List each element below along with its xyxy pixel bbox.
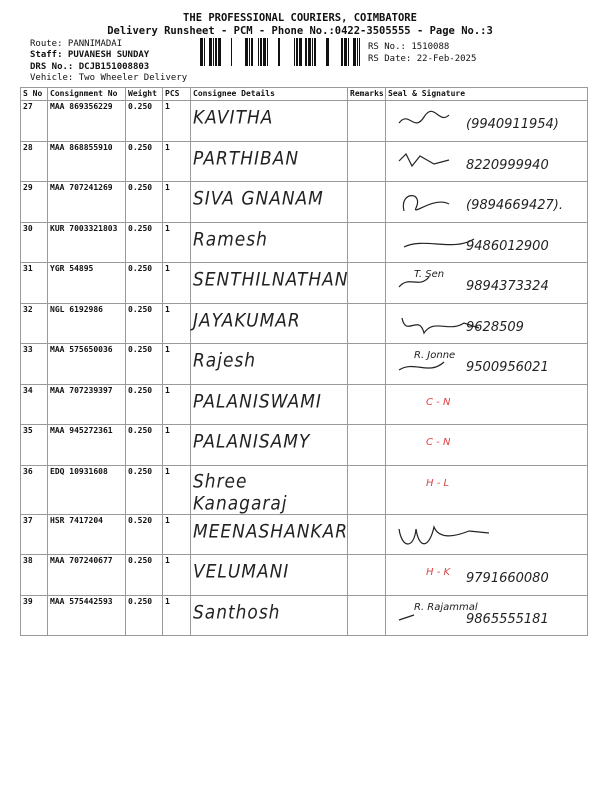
- cell-signature: [386, 595, 588, 636]
- cell-consignment-no: MAA 707240677: [48, 555, 126, 596]
- cell-pcs: 1: [163, 384, 191, 425]
- cell-pcs: 1: [163, 514, 191, 555]
- cell-weight: 0.250: [126, 182, 163, 223]
- phone-number-handwriting: 8220999940: [466, 157, 549, 173]
- barcode-bar: [258, 38, 259, 66]
- cell-consignment-no: KUR 7003321803: [48, 222, 126, 263]
- consignee-handwriting: Santhosh: [193, 601, 281, 624]
- cell-sno: 32: [21, 303, 48, 344]
- cell-consignment-no: MAA 575650036: [48, 344, 126, 385]
- cell-remarks: [348, 141, 386, 182]
- cell-consignee: [191, 222, 348, 263]
- cell-pcs: 1: [163, 182, 191, 223]
- col-weight: Weight: [126, 88, 163, 101]
- cell-weight: 0.250: [126, 263, 163, 304]
- signature-text: R. Rajammal: [414, 601, 478, 613]
- cell-weight: 0.250: [126, 425, 163, 466]
- cell-remarks: [348, 595, 386, 636]
- barcode-bar: [267, 38, 268, 66]
- cell-sno: 28: [21, 141, 48, 182]
- cell-weight: 0.250: [126, 465, 163, 514]
- cell-weight: 0.250: [126, 101, 163, 142]
- cell-sno: 34: [21, 384, 48, 425]
- cell-sno: 37: [21, 514, 48, 555]
- barcode-bar: [326, 38, 329, 66]
- cell-consignment-no: YGR 54895: [48, 263, 126, 304]
- cell-weight: 0.250: [126, 555, 163, 596]
- table-header-row: [21, 88, 588, 101]
- table-row: [21, 101, 588, 142]
- cell-weight: 0.250: [126, 344, 163, 385]
- cell-consignment-no: MAA 707239397: [48, 384, 126, 425]
- barcode-bar: [294, 38, 295, 66]
- signature-text: H - K: [426, 567, 451, 578]
- cell-consignment-no: MAA 869356229: [48, 101, 126, 142]
- cell-consignee: [191, 344, 348, 385]
- barcode-bar: [249, 38, 250, 66]
- vehicle-label: Vehicle: Two Wheeler Delivery: [30, 73, 188, 83]
- table-row: [21, 514, 588, 555]
- barcode-bar: [200, 38, 203, 66]
- cell-remarks: [348, 514, 386, 555]
- cell-remarks: [348, 263, 386, 304]
- phone-number-handwriting: 9486012900: [466, 238, 549, 254]
- cell-signature: [386, 141, 588, 182]
- barcode-bar: [353, 38, 356, 66]
- phone-number-handwriting: 9894373324: [466, 279, 549, 294]
- barcode-bar: [278, 38, 280, 66]
- barcode-bar: [296, 38, 298, 66]
- company-title: THE PROFESSIONAL COURIERS, COIMBATORE: [183, 12, 417, 24]
- cell-sno: 31: [21, 263, 48, 304]
- barcode-bar: [215, 38, 217, 66]
- cell-signature: [386, 263, 588, 304]
- col-sno: S No: [21, 88, 48, 101]
- cell-signature: [386, 425, 588, 466]
- cell-remarks: [348, 465, 386, 514]
- barcode-image: [200, 38, 360, 66]
- consignee-handwriting: Ramesh: [193, 228, 268, 251]
- signature-text: H - L: [426, 477, 450, 489]
- consignee-handwriting: Shree Kanagaraj: [193, 470, 288, 515]
- table-row: [21, 555, 588, 596]
- col-consignment-no: Consignment No: [48, 88, 126, 101]
- cell-remarks: [348, 182, 386, 223]
- cell-weight: 0.250: [126, 303, 163, 344]
- cell-signature: [386, 384, 588, 425]
- phone-number-handwriting: (9894669427).: [466, 198, 563, 213]
- cell-weight: 0.250: [126, 595, 163, 636]
- cell-consignee: [191, 465, 348, 514]
- table-row: [21, 595, 588, 636]
- drs-number: DRS No.: DCJB151008803: [30, 62, 150, 72]
- cell-signature: [386, 514, 588, 555]
- cell-remarks: [348, 425, 386, 466]
- consignee-handwriting: PARTHIBAN: [193, 147, 300, 170]
- phone-number-handwriting: 9500956021: [466, 360, 549, 375]
- cell-consignee: [191, 384, 348, 425]
- cell-signature: [386, 182, 588, 223]
- cell-pcs: 1: [163, 303, 191, 344]
- cell-pcs: 1: [163, 263, 191, 304]
- cell-consignee: [191, 555, 348, 596]
- cell-pcs: 1: [163, 222, 191, 263]
- cell-sno: 38: [21, 555, 48, 596]
- cell-consignment-no: MAA 707241269: [48, 182, 126, 223]
- barcode-bar: [305, 38, 307, 66]
- barcode-bar: [314, 38, 316, 66]
- table-row: [21, 263, 588, 304]
- barcode-bar: [204, 38, 205, 66]
- cell-sno: 39: [21, 595, 48, 636]
- cell-pcs: 1: [163, 344, 191, 385]
- cell-consignee: [191, 425, 348, 466]
- barcode-bar: [344, 38, 347, 66]
- consignee-handwriting: SIVA GNANAM: [193, 188, 324, 210]
- col-consignee-details: Consignee Details: [191, 88, 348, 101]
- cell-consignee: [191, 263, 348, 304]
- signature-text: T. Sen: [414, 269, 445, 280]
- barcode-bar: [245, 38, 248, 66]
- consignee-handwriting: JAYAKUMAR: [193, 309, 301, 332]
- cell-remarks: [348, 344, 386, 385]
- barcode-bar: [299, 38, 302, 66]
- consignee-handwriting: VELUMANI: [193, 561, 290, 583]
- phone-number-handwriting: (9940911954): [466, 117, 559, 132]
- cell-remarks: [348, 101, 386, 142]
- col-seal-signature: Seal & Signature: [386, 88, 588, 101]
- cell-sno: 30: [21, 222, 48, 263]
- cell-sno: 27: [21, 101, 48, 142]
- barcode-bar: [308, 38, 311, 66]
- table-row: [21, 425, 588, 466]
- runsheet-table: [20, 87, 588, 636]
- route-label: Route: PANNIMADAI: [30, 39, 123, 49]
- cell-pcs: 1: [163, 101, 191, 142]
- consignee-handwriting: SENTHILNATHAN: [193, 269, 349, 291]
- col-pcs: PCS: [163, 88, 191, 101]
- cell-signature: [386, 344, 588, 385]
- signature-text: C - N: [426, 396, 451, 408]
- cell-pcs: 1: [163, 555, 191, 596]
- phone-number-handwriting: 9865555181: [466, 611, 549, 627]
- phone-number-handwriting: 9791660080: [466, 571, 549, 586]
- consignee-handwriting: Rajesh: [193, 350, 257, 372]
- cell-consignee: [191, 303, 348, 344]
- barcode-bar: [357, 38, 358, 66]
- cell-pcs: 1: [163, 141, 191, 182]
- cell-pcs: 1: [163, 425, 191, 466]
- cell-consignee: [191, 514, 348, 555]
- cell-weight: 0.250: [126, 141, 163, 182]
- barcode-bar: [213, 38, 214, 66]
- cell-sno: 33: [21, 344, 48, 385]
- table-row: [21, 344, 588, 385]
- cell-consignment-no: EDQ 10931608: [48, 465, 126, 514]
- barcode-bar: [359, 38, 360, 66]
- barcode-bar: [348, 38, 349, 66]
- consignee-handwriting: KAVITHA: [193, 107, 274, 129]
- rs-date: RS Date: 22-Feb-2025: [368, 54, 477, 64]
- phone-number-handwriting: 9628509: [466, 319, 524, 335]
- cell-signature: [386, 101, 588, 142]
- barcode-bar: [260, 38, 262, 66]
- barcode-bar: [263, 38, 266, 66]
- cell-consignee: [191, 595, 348, 636]
- table-row: [21, 222, 588, 263]
- cell-weight: 0.250: [126, 384, 163, 425]
- signature-text: C - N: [426, 437, 451, 448]
- cell-remarks: [348, 303, 386, 344]
- cell-consignee: [191, 101, 348, 142]
- barcode-bar: [341, 38, 343, 66]
- cell-remarks: [348, 384, 386, 425]
- cell-sno: 29: [21, 182, 48, 223]
- table-row: [21, 141, 588, 182]
- cell-consignment-no: MAA 945272361: [48, 425, 126, 466]
- runsheet-subtitle: Delivery Runsheet - PCM - Phone No.:0422-3505555 - Page No.:3: [107, 25, 493, 37]
- barcode-bar: [251, 38, 253, 66]
- barcode-bar: [209, 38, 212, 66]
- consignee-handwriting: PALANISWAMI: [193, 390, 322, 413]
- staff-label: Staff: PUVANESH SUNDAY: [30, 50, 150, 60]
- table-row: [21, 465, 588, 514]
- cell-sno: 35: [21, 425, 48, 466]
- cell-weight: 0.520: [126, 514, 163, 555]
- barcode-bar: [312, 38, 313, 66]
- cell-pcs: 1: [163, 595, 191, 636]
- cell-consignment-no: NGL 6192986: [48, 303, 126, 344]
- cell-consignment-no: MAA 575442593: [48, 595, 126, 636]
- signature-scribble: [394, 519, 594, 553]
- cell-signature: [386, 465, 588, 514]
- rs-number: RS No.: 1510088: [368, 42, 450, 52]
- cell-consignee: [191, 182, 348, 223]
- barcode-bar: [231, 38, 232, 66]
- table-row: [21, 182, 588, 223]
- cell-weight: 0.250: [126, 222, 163, 263]
- col-remarks: Remarks: [348, 88, 386, 101]
- table-row: [21, 303, 588, 344]
- cell-remarks: [348, 555, 386, 596]
- cell-signature: [386, 555, 588, 596]
- cell-consignment-no: HSR 7417204: [48, 514, 126, 555]
- consignee-handwriting: MEENASHANKAR: [193, 520, 349, 543]
- table-row: [21, 384, 588, 425]
- cell-pcs: 1: [163, 465, 191, 514]
- consignee-handwriting: PALANISAMY: [193, 431, 311, 453]
- cell-signature: [386, 303, 588, 344]
- cell-sno: 36: [21, 465, 48, 514]
- signature-text: R. Jonne: [414, 350, 456, 361]
- cell-consignment-no: MAA 868855910: [48, 141, 126, 182]
- cell-remarks: [348, 222, 386, 263]
- barcode-bar: [218, 38, 221, 66]
- cell-consignee: [191, 141, 348, 182]
- cell-signature: [386, 222, 588, 263]
